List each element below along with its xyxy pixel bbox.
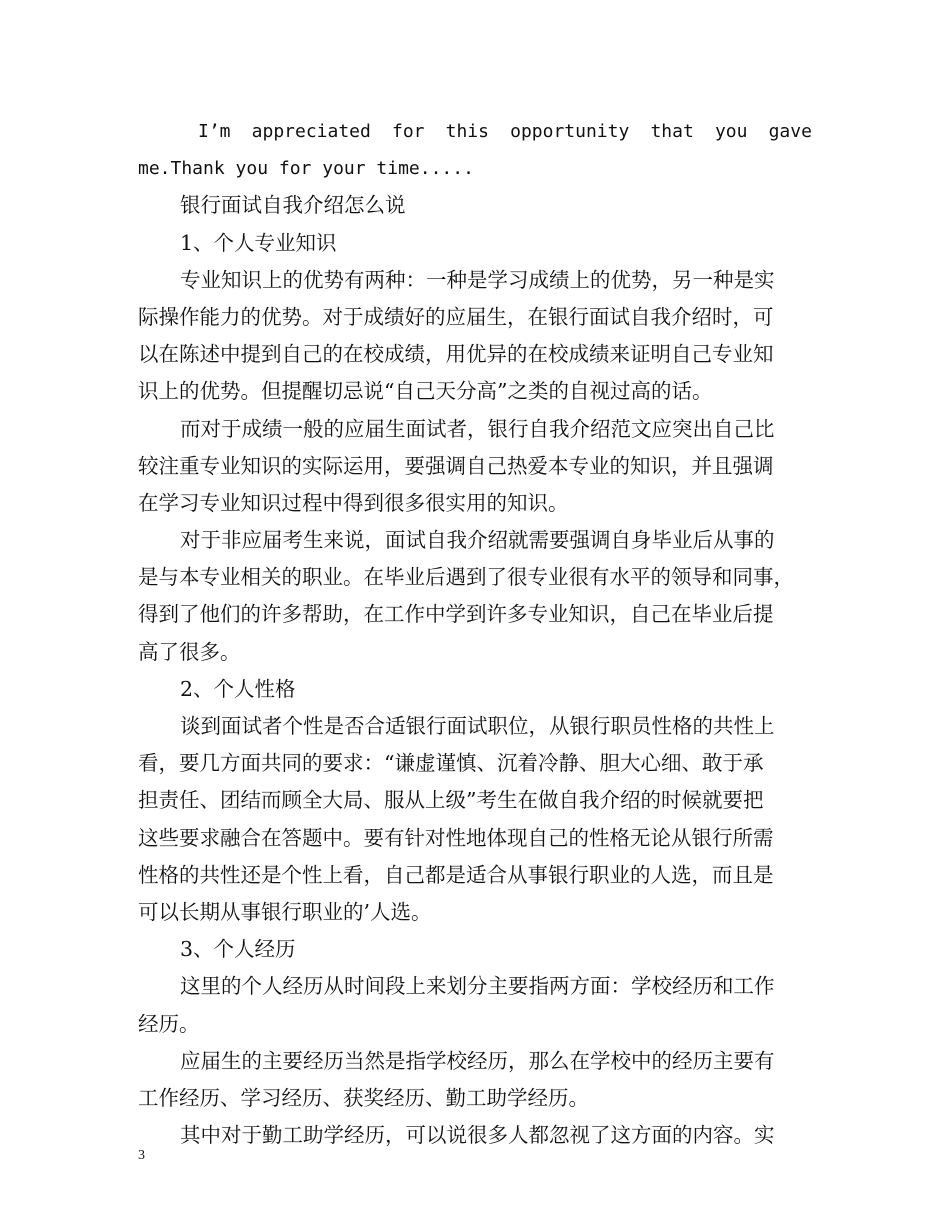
paragraph-line: 在学习专业知识过程中得到很多很实用的知识。: [138, 490, 569, 515]
paragraph-line: 应届生的主要经历当然是指学校经历，那么在学校中的经历主要有: [180, 1048, 775, 1073]
paragraph-line: 经历。: [138, 1011, 200, 1036]
word: I’m: [198, 121, 231, 142]
page-number: 3: [138, 1148, 145, 1163]
paragraph-line: 可以长期从事银行职业的’人选。: [138, 899, 432, 924]
word: that: [650, 121, 694, 142]
paragraph-line: 看，要几方面共同的要求：“谦虚谨慎、沉着冷静、胆大心细、敢于承: [138, 751, 764, 776]
paragraph-line: 工作经历、学习经历、获奖经历、勤工助学经历。: [138, 1085, 589, 1110]
paragraph-line: 专业知识上的优势有两种：一种是学习成绩上的优势，另一种是实: [180, 267, 775, 292]
section-title: 银行面试自我介绍怎么说: [180, 193, 406, 218]
word: you: [714, 121, 748, 142]
word: appreciated: [251, 121, 371, 142]
word: for: [391, 121, 425, 142]
english-line-1: [138, 113, 812, 150]
paragraph-line: 谈到面试者个性是否合适银行面试职位，从银行职员性格的共性上: [180, 714, 775, 738]
document-body: [138, 113, 812, 1154]
section-heading: 3、个人经历: [180, 937, 296, 962]
paragraph-line: 性格的共性还是个性上看，自己都是适合从事银行职业的人选，而且是: [138, 862, 774, 887]
paragraph-line: 是与本专业相关的职业。在毕业后遇到了很专业很有水平的领导和同事，: [138, 565, 794, 590]
paragraph-line: 其中对于勤工助学经历，可以说很多人都忽视了这方面的内容。实: [180, 1123, 775, 1148]
paragraph-line: 这些要求融合在答题中。要有针对性地体现自己的性格无论从银行所需: [138, 825, 774, 850]
paragraph-line: 对于非应届考生来说，面试自我介绍就需要强调自身毕业后从事的: [180, 528, 775, 553]
paragraph-line: 担责任、团结而顾全大局、服从上级”考生在做自我介绍的时候就要把: [138, 788, 764, 813]
paragraph-line: 较注重专业知识的实际运用，要强调自己热爱本专业的知识，并且强调: [138, 453, 774, 478]
paragraph-line: 高了很多。: [138, 639, 241, 664]
word: opportunity: [510, 121, 630, 142]
section-heading: 1、个人专业知识: [180, 230, 337, 255]
section-heading: 2、个人性格: [180, 676, 296, 701]
paragraph-line: 识上的优势。但提醒切忌说“自己天分高”之类的自视过高的话。: [138, 379, 713, 404]
paragraph-line: 得到了他们的许多帮助，在工作中学到许多专业知识，自己在毕业后提: [138, 602, 774, 627]
word: this: [445, 121, 489, 142]
paragraph-line: 而对于成绩一般的应届生面试者，银行自我介绍范文应突出自己比: [180, 416, 775, 441]
paragraph-line: 这里的个人经历从时间段上来划分主要指两方面：学校经历和工作: [180, 974, 775, 999]
paragraph-line: 际操作能力的优势。对于成绩好的应届生，在银行面试自我介绍时，可: [138, 304, 774, 329]
english-line-2: me.Thank you for your time.....: [138, 158, 474, 180]
word: gave: [768, 121, 812, 142]
paragraph-line: 以在陈述中提到自己的在校成绩，用优异的在校成绩来证明自己专业知: [138, 342, 774, 367]
